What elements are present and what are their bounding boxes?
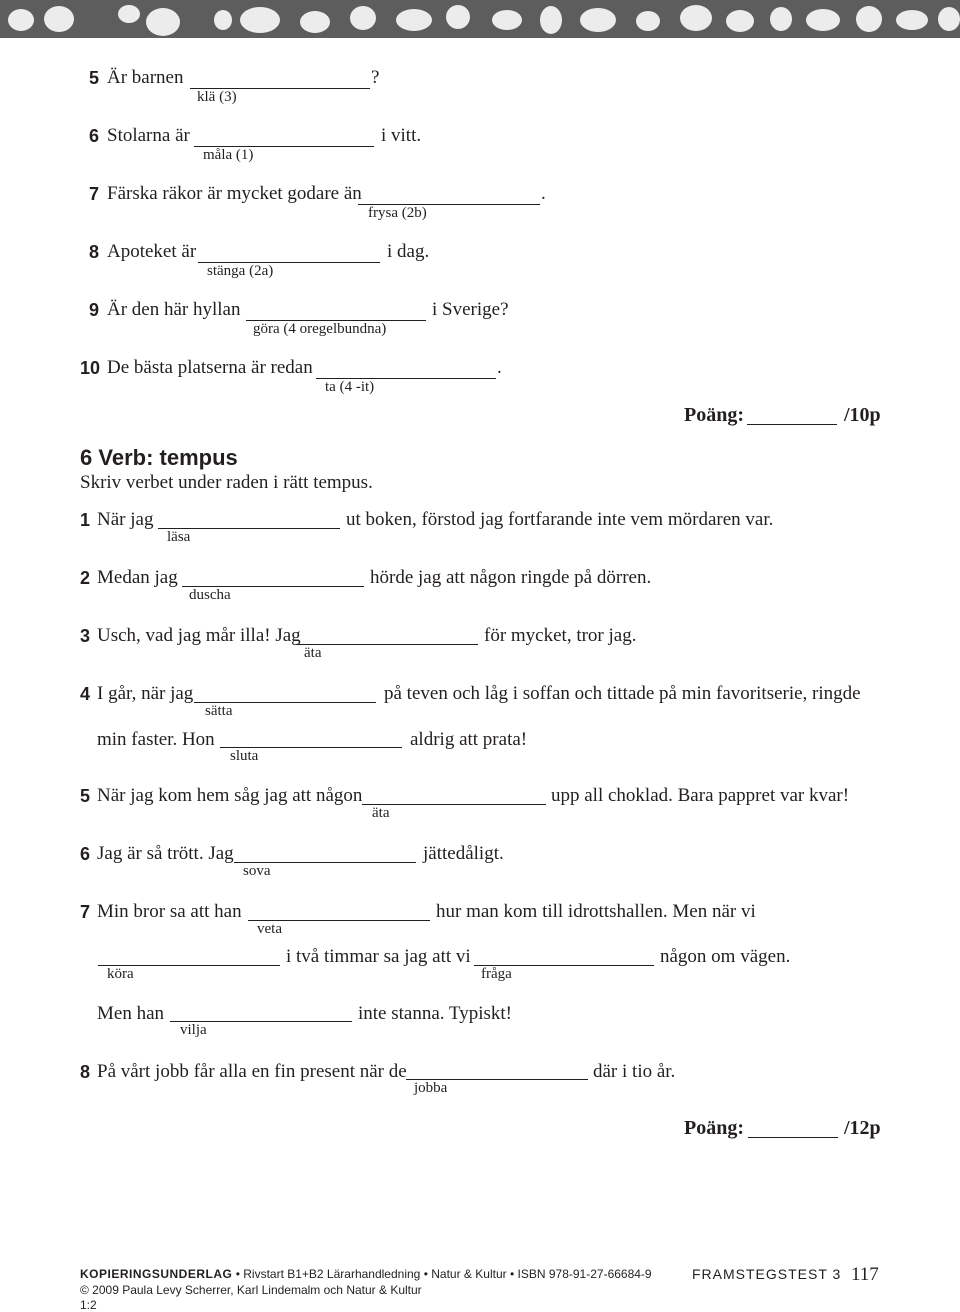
verb-hint: äta [372, 805, 390, 821]
section-number: 6 [80, 445, 93, 470]
score-blank[interactable] [748, 1137, 838, 1138]
footer-book: Rivstart B1+B2 Lärarhandledning [243, 1267, 421, 1281]
item-text-line2-mid: i två timmar sa jag att vi [286, 946, 471, 967]
section-instruction: Skriv verbet under raden i rätt tempus. [80, 472, 373, 493]
section-title: Verb: tempus [98, 445, 238, 470]
item-text-before: När jag kom hem såg jag att någon [97, 785, 363, 806]
item-text-after: ? [371, 67, 380, 88]
footer-line-1: KOPIERINGSUNDERLAG • Rivstart B1+B2 Lärarhandledning • Natur & Kultur • ISBN 978-91-27-66684-9 [80, 1267, 652, 1281]
item-number: 2 [80, 568, 91, 588]
verb-hint: jobba [414, 1080, 448, 1096]
item-text-after: där i tio år. [593, 1061, 676, 1082]
item-text-before: De bästa platserna är redan [107, 357, 313, 378]
item-text-before: Min bror sa att han [97, 901, 242, 922]
item-text-before: När jag [97, 509, 154, 530]
item-text-line2-after: aldrig att prata! [410, 729, 528, 750]
score-max: /12p [844, 1117, 881, 1139]
item-text-after: ut boken, förstod jag fortfarande inte vem mördaren var. [346, 509, 774, 530]
verb-hint: veta [257, 921, 282, 937]
decorative-dot [44, 6, 74, 32]
item-text-after: i Sverige? [432, 299, 509, 320]
item-number: 5 [80, 786, 91, 806]
decorative-dot [636, 11, 660, 31]
decorative-dot [492, 10, 522, 30]
verb-hint: vilja [180, 1022, 207, 1038]
verb-hint: köra [107, 966, 134, 982]
item-text-after: hur man kom till idrottshallen. Men när vi [436, 901, 756, 922]
decorative-dot [300, 11, 330, 33]
verb-hint: måla (1) [203, 147, 254, 163]
item-text-before: Usch, vad jag mår illa! Jag [97, 625, 301, 646]
footer-publisher: Natur & Kultur [431, 1267, 507, 1281]
decorative-dot [938, 7, 960, 31]
item-number: 4 [80, 684, 91, 704]
verb-hint: sätta [205, 703, 233, 719]
item-text-line3-before: Men han [97, 1003, 165, 1024]
footer-code: 1:2 [80, 1298, 97, 1312]
score-blank[interactable] [747, 424, 837, 425]
item-number: 8 [89, 242, 100, 262]
verb-hint: klä (3) [197, 89, 237, 105]
decorative-dot [806, 9, 840, 31]
item-number: 9 [89, 300, 100, 320]
verb-hint: sluta [230, 748, 259, 764]
item-number: 7 [80, 902, 91, 922]
decorative-header-bar [0, 0, 960, 38]
footer-label: KOPIERINGSUNDERLAG [80, 1267, 233, 1281]
decorative-dot [770, 7, 792, 31]
decorative-dot [8, 9, 34, 31]
decorative-dot [446, 5, 470, 29]
item-text-before: Är den här hyllan [107, 299, 241, 320]
verb-hint: fråga [481, 966, 512, 982]
verb-hint: stänga (2a) [207, 263, 274, 279]
page-number: 117 [851, 1264, 879, 1285]
item-number: 6 [80, 844, 91, 864]
item-text-after: i dag. [387, 241, 430, 262]
item-number: 1 [80, 510, 91, 530]
footer-copyright: © 2009 Paula Levy Scherrer, Karl Lindemalm och Natur & Kultur [80, 1283, 422, 1297]
item-text-after: hörde jag att någon ringde på dörren. [370, 567, 652, 588]
item-text-after: på teven och låg i soffan och tittade på min favoritserie, ringde [384, 683, 861, 704]
item-text-before: I går, när jag [97, 683, 194, 704]
item-text-after: . [541, 183, 546, 204]
answer-blank[interactable] [362, 804, 546, 805]
item-number: 8 [80, 1062, 91, 1082]
item-text-line3-after: inte stanna. Typiskt! [358, 1003, 512, 1024]
section-heading [80, 445, 238, 471]
item-text-before: Färska räkor är mycket godare än [107, 183, 362, 204]
verb-hint: äta [304, 645, 322, 661]
item-number: 5 [89, 68, 100, 88]
verb-hint: göra (4 oregelbundna) [253, 321, 387, 337]
item-text-after: i vitt. [381, 125, 422, 146]
item-text-after: för mycket, tror jag. [484, 625, 637, 646]
item-number: 6 [89, 126, 100, 146]
verb-hint: läsa [167, 529, 191, 545]
footer-test-name: FRAMSTEGSTEST 3 [692, 1266, 842, 1282]
item-text-before: Är barnen [107, 67, 184, 88]
item-text-before: Jag är så trött. Jag [97, 843, 234, 864]
verb-hint: sova [243, 863, 271, 879]
decorative-dot [396, 9, 432, 31]
score-max: /10p [844, 404, 881, 426]
verb-hint: frysa (2b) [368, 205, 427, 221]
item-text-line2-after: någon om vägen. [660, 946, 791, 967]
verb-hint: ta (4 -it) [325, 379, 375, 395]
item-text-before: Apoteket är [107, 241, 197, 262]
decorative-dot [146, 8, 180, 36]
decorative-dot [896, 10, 928, 30]
item-text-line2-before: min faster. Hon [97, 729, 215, 750]
item-text-before: Medan jag [97, 567, 178, 588]
decorative-dot [540, 6, 562, 34]
decorative-dot [580, 8, 616, 32]
decorative-dot [680, 5, 712, 31]
item-text-after: jättedåligt. [423, 843, 504, 864]
footer-isbn: ISBN 978-91-27-66684-9 [517, 1267, 652, 1281]
score-label: Poäng: [684, 404, 744, 426]
decorative-dot [118, 5, 140, 23]
decorative-dot [240, 7, 280, 33]
decorative-dot [726, 10, 754, 32]
item-text-after: upp all choklad. Bara pappret var kvar! [551, 785, 850, 806]
decorative-dot [214, 10, 232, 30]
decorative-dot [856, 6, 882, 32]
item-number: 10 [80, 358, 101, 378]
item-text-after: . [497, 357, 502, 378]
score-label: Poäng: [684, 1117, 744, 1139]
item-number: 3 [80, 626, 91, 646]
decorative-dot [350, 6, 376, 30]
verb-hint: duscha [189, 587, 231, 603]
answer-blank[interactable] [296, 644, 478, 645]
item-text-before: På vårt jobb får alla en fin present när de [97, 1061, 407, 1082]
item-text-before: Stolarna är [107, 125, 190, 146]
item-number: 7 [89, 184, 100, 204]
